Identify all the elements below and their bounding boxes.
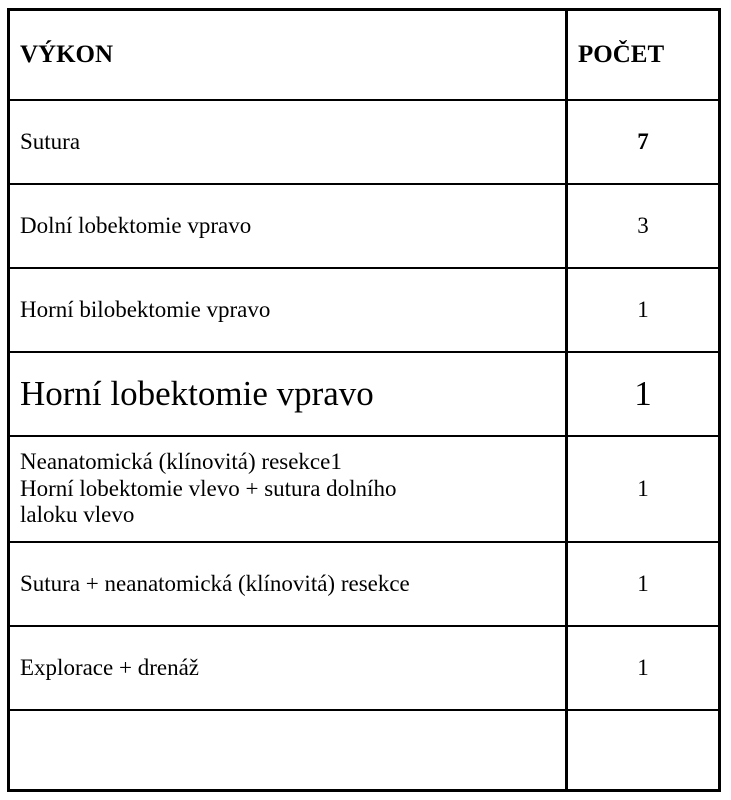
count-value: 3 xyxy=(637,213,649,238)
procedure-cell xyxy=(10,101,568,183)
procedure-cell xyxy=(10,627,568,709)
procedure-text: Sutura xyxy=(20,128,81,154)
procedure-cell xyxy=(10,353,568,435)
procedure-text: Explorace + drenáž xyxy=(20,654,199,680)
table-row xyxy=(10,185,718,269)
header-cell-count xyxy=(568,11,718,99)
count-cell xyxy=(568,101,718,183)
count-cell xyxy=(568,711,718,789)
count-value: 7 xyxy=(637,129,649,154)
count-cell xyxy=(568,627,718,709)
table-row xyxy=(10,269,718,353)
procedure-text-line: Horní lobektomie vlevo + sutura dolního xyxy=(20,475,397,501)
count-cell xyxy=(568,269,718,351)
table-row xyxy=(10,543,718,627)
header-procedure: VÝKON xyxy=(20,41,114,68)
table-row xyxy=(10,627,718,711)
count-cell xyxy=(568,543,718,625)
procedure-text: Horní bilobektomie vpravo xyxy=(20,296,271,322)
procedures-table xyxy=(7,8,721,792)
table-row xyxy=(10,353,718,437)
procedure-cell xyxy=(10,269,568,351)
procedure-text: Dolní lobektomie vpravo xyxy=(20,212,252,238)
procedure-cell xyxy=(10,543,568,625)
count-value: 1 xyxy=(634,374,652,413)
count-value: 1 xyxy=(637,571,649,596)
table-row xyxy=(10,437,718,543)
procedure-cell xyxy=(10,185,568,267)
count-value: 1 xyxy=(637,655,649,680)
count-cell xyxy=(568,353,718,435)
procedure-text-line: Neanatomická (klínovitá) resekce1 xyxy=(20,449,342,475)
procedure-text: Sutura + neanatomická (klínovitá) resekce xyxy=(20,570,410,596)
table-header-row xyxy=(10,11,718,101)
procedure-cell xyxy=(10,437,568,541)
table-row-empty xyxy=(10,711,718,789)
procedure-text: Horní lobektomie vpravo xyxy=(20,373,374,413)
procedure-cell xyxy=(10,711,568,789)
count-value: 1 xyxy=(637,476,649,501)
header-cell-procedure xyxy=(10,11,568,99)
procedure-text-line: laloku vlevo xyxy=(20,502,135,528)
header-count: POČET xyxy=(578,41,665,68)
count-value: 1 xyxy=(637,297,649,322)
count-cell xyxy=(568,437,718,541)
count-cell xyxy=(568,185,718,267)
table-row xyxy=(10,101,718,185)
